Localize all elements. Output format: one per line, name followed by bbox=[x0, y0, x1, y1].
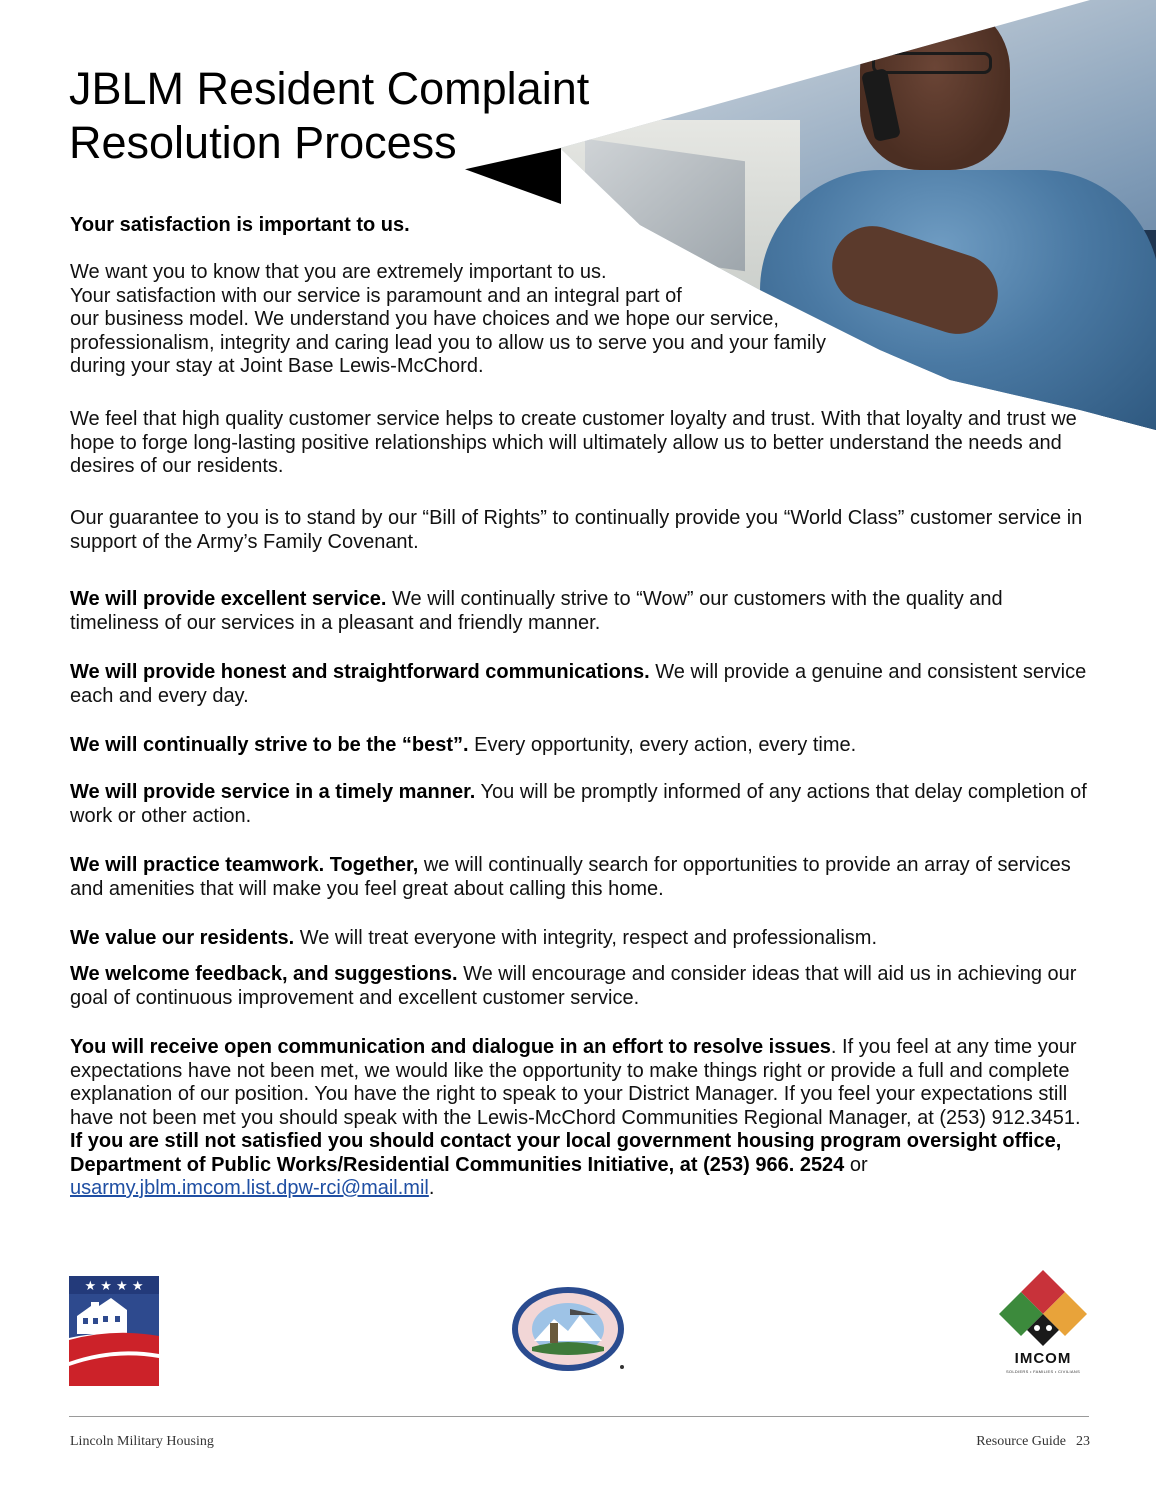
oversight-contact: If you are still not satisfied you should contact your local government housing program oversight office, Department of Public Works/Residential Communities Initiative, at (253) 966. 2524 bbox=[70, 1130, 1062, 1176]
right-text: We will treat everyone with integrity, respect and professionalism. bbox=[294, 927, 877, 949]
intro-heading-text: Your satisfaction is important to us. bbox=[70, 214, 410, 236]
right-feedback bbox=[70, 963, 1094, 1010]
right-heading: We will continually strive to be the “best”. bbox=[70, 734, 469, 756]
right-heading: We will provide honest and straightforward communications. bbox=[70, 661, 650, 683]
footer-publisher: Lincoln Military Housing bbox=[70, 1434, 214, 1449]
right-text: We will provide a genuine and consistent service each and every day. bbox=[70, 661, 1087, 707]
glasses-shape bbox=[872, 52, 992, 74]
right-heading: We welcome feedback, and suggestions. bbox=[70, 963, 458, 985]
svg-text:★ ★ ★ ★: ★ ★ ★ ★ bbox=[84, 1279, 144, 1294]
page-number: 23 bbox=[1076, 1434, 1090, 1449]
jblm-seal-logo bbox=[510, 1285, 630, 1375]
right-heading: We value our residents. bbox=[70, 927, 295, 949]
right-text: You will be promptly informed of any actions that delay completion of work or other action. bbox=[70, 781, 1087, 827]
right-text: Every opportunity, every action, every time. bbox=[468, 734, 857, 756]
intro-line: professionalism, integrity and caring lead you to allow us to serve you and your family bbox=[70, 331, 826, 354]
footer-guide-title: Resource Guide bbox=[976, 1434, 1066, 1449]
intro-heading bbox=[70, 214, 1094, 238]
intro-line: our business model. We understand you have choices and we hope our service, bbox=[70, 308, 779, 330]
right-text: We will encourage and consider ideas that will aid us in achieving our goal of continuous improvement and excellent customer service. bbox=[70, 963, 1077, 1009]
title-line-1: JBLM Resident Complaint bbox=[69, 63, 590, 114]
imcom-wordmark: IMCOM bbox=[1014, 1350, 1072, 1367]
right-best bbox=[70, 734, 1094, 758]
loyalty-paragraph: We feel that high quality customer service helps to create customer loyalty and trust. With that loyalty and trust we hope to forge long-lasting positive relationships which will ultimately allow us to better understand the needs and desires of our residents. bbox=[70, 408, 1077, 477]
intro-paragraph bbox=[70, 261, 970, 379]
right-communications bbox=[70, 661, 1094, 708]
intro-line: Your satisfaction with our service is paramount and an integral part of bbox=[70, 284, 682, 307]
resolution-text: . If you feel at any time your expectations have not been met, we would like the opportunity to make things right or provide a full and complete explanation of our position. You have the right to speak to your District Manager. If you feel your expectations still have not been met you should speak with the Lewis-McChord Communities Regional Manager, at (253) 912.3451. bbox=[70, 1036, 1081, 1129]
imcom-tagline: SOLDIERS • FAMILIES • CIVILIANS bbox=[1005, 1369, 1081, 1374]
title-line-2: Resolution Process bbox=[69, 117, 457, 168]
imcom-emblem bbox=[993, 1270, 1093, 1350]
page-title bbox=[69, 62, 689, 170]
imcom-logo bbox=[993, 1270, 1093, 1380]
right-value-residents bbox=[70, 927, 1094, 951]
intro-line: during your stay at Joint Base Lewis-McChord. bbox=[70, 355, 484, 377]
resolution-paragraph bbox=[70, 1036, 1094, 1201]
period-text: . bbox=[428, 1177, 435, 1199]
intro-line: We want you to know that you are extremely important to us. bbox=[70, 261, 607, 283]
right-teamwork bbox=[70, 854, 1094, 901]
lincoln-military-housing-logo bbox=[69, 1276, 159, 1386]
resolution-heading: You will receive open communication and dialogue in an effort to resolve issues bbox=[70, 1036, 831, 1058]
right-text: we will continually search for opportunities to provide an array of services and amenities that will make you feel great about calling this home. bbox=[70, 854, 1071, 900]
right-text: We will continually strive to “Wow” our customers with the quality and timeliness of our services in a pleasant and friendly manner. bbox=[70, 588, 1003, 634]
footer-divider bbox=[69, 1416, 1089, 1417]
right-timely bbox=[70, 781, 1094, 828]
right-heading: We will provide service in a timely manner. bbox=[70, 781, 476, 803]
connector-text: or bbox=[844, 1153, 868, 1176]
right-excellent-service bbox=[70, 588, 1094, 635]
right-heading: We will provide excellent service. bbox=[70, 588, 387, 610]
guarantee-paragraph: Our guarantee to you is to stand by our “Bill of Rights” to continually provide you “World Class” customer service in support of the Army’s Family Covenant. bbox=[70, 507, 1083, 553]
right-heading: We will practice teamwork. Together, bbox=[70, 854, 419, 876]
footer-guide bbox=[976, 1434, 1090, 1450]
email-link[interactable]: usarmy.jblm.imcom.list.dpw-rci@mail.mil bbox=[70, 1177, 429, 1199]
